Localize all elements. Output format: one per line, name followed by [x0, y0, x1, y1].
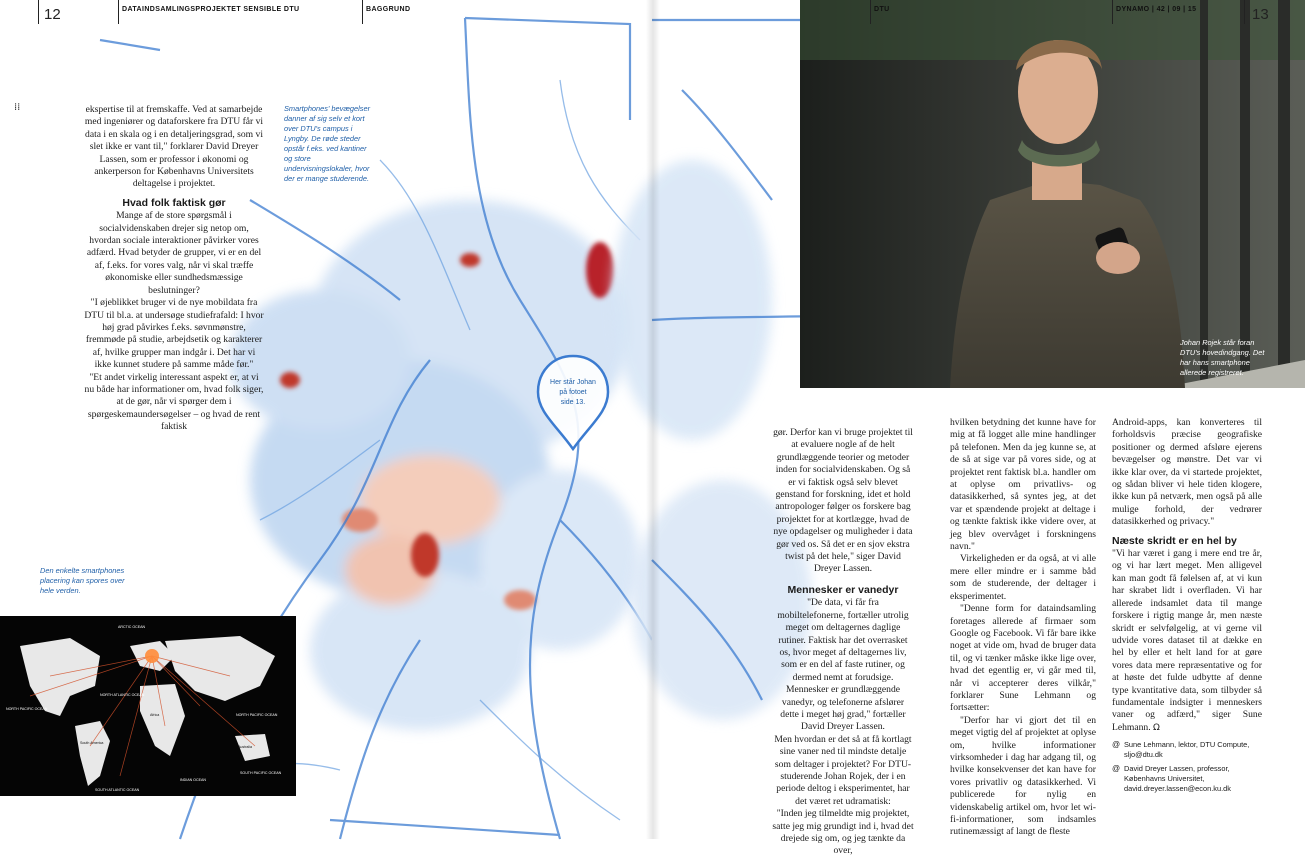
org-label: DTU	[874, 6, 890, 13]
email-icon: @	[1112, 764, 1121, 773]
header-rule	[1112, 0, 1113, 24]
issue-number: 42	[1156, 6, 1166, 13]
pin-label-line-3: side 13.	[560, 399, 586, 406]
paragraph	[1112, 548, 1262, 734]
world-label-6: SOUTH PACIFIC OCEAN	[240, 771, 282, 775]
subheading: Hvad folk faktisk gør	[122, 196, 226, 209]
paragraph: gør. Derfor kan vi bruge projektet til at evaluere nogle af de helt grundlæggende teorier og metoder inden for socialvidenskaben. Og så er vi faktisk også selv blevet genstand for forskning, idet et hold antropologer følger os forskere bag projektet for at kortlægge, hvad de nye opdagelser og muligheder i data gør ved os. Så det er en sjov ekstra twist på det hele," siger David Dreyer Lassen.	[773, 427, 913, 575]
header-rule	[38, 0, 39, 24]
paragraph: Virkeligheden er da også, at vi alle mere eller mindre er i samme båd som de studerende, der deltager i eksperimentet.	[950, 553, 1096, 602]
contact-credits	[1112, 740, 1272, 798]
photo-caption: Johan Rojek står foran DTU's hovedindgang. Det har hans smartphone allerede registreret.	[1180, 338, 1265, 377]
world-label-7: South America	[80, 741, 104, 745]
paragraph: Android-apps, kan konverteres til forholdsvis præcise geografiske positioner og dermed afsløre ejerens bevægelser og mønstre. Det var vi ikke klar over, da vi startede projektet, og sådan bliver vi hele tiden klogere, ikke kun på netværk, men også på alle mulige forhold, der vedrører datasikkerhed og privacy."	[1112, 417, 1262, 528]
pin-label-line-2: på fotoet	[559, 389, 587, 396]
end-mark-icon: Ω	[1153, 722, 1160, 733]
credit-item	[1112, 740, 1272, 760]
paragraph: "Derfor har vi gjort det til en meget vigtig del af projektet at oplyse om, hvilke informationer virksomheder i dag har adgang til, og hvilke konsekvenser det kan have for vores privatliv og datasikkerhed. Vi publicerede for nylig en videnskabelig artikel om, hvor let wi-fi-informationer, som indsamles rutinemæssigt af langt de fleste	[950, 714, 1096, 838]
paragraph: hvilken betydning det kunne have for mig at få logget alle mine handlinger på telefonen. Men da jeg kunne se, at de så at sige var på vores side, og at projektet rent faktisk bl.a. handler om at oplyse om privatlivs- og datasikkerhed, så syntes jeg, at det var et spændende projekt at deltage i og tænkte faktisk ikke videre over, at jeg blev overvåget i forskningens navn."	[950, 417, 1096, 553]
paragraph: ekspertise til at fremskaffe. Ved at samarbejde med ingeniører og dataforskere fra DTU får vi data i en skala og i en detaljeringsgrad, som vi slet ikke er vant til," forklarer David Dreyer Lassen, som er professor i økonomi og ankerperson for Københavns Universitets deltagelse i projektet.	[84, 104, 264, 190]
paragraph: "Denne form for dataindsamling foretages allerede af firmaer som Google og Facebook. Vi får bare ikke noget at vide om, hvad de bruger data til, og vi tænker måske ikke lige over, hvad det egentlig er, vi går med til, når vi accepterer deres vilkår," forklarer Sune Lehmann og fortsætter:	[950, 603, 1096, 714]
header-rule	[1244, 0, 1245, 24]
header-rule	[362, 0, 363, 24]
category-label: BAGGRUND	[366, 6, 411, 13]
world-label-4: INDIAN OCEAN	[180, 778, 206, 782]
world-label-5: NORTH PACIFIC OCEAN	[236, 713, 278, 717]
credit-item	[1112, 764, 1272, 794]
issue-info: DYNAMO | 42 | 09 | 15	[1116, 6, 1197, 13]
page-number-left: 12	[44, 6, 61, 23]
page-number-right: 13	[1252, 6, 1269, 23]
world-label-9: Australia	[238, 745, 252, 749]
world-label-8: Africa	[150, 713, 160, 717]
article-column-a	[772, 427, 914, 858]
paragraph: "I øjeblikket bruger vi de nye mobildata fra DTU til bl.a. at undersøge studiefrafald: I hvor høj grad påvirkes f.eks. søvnmønstre, fremmøde på studie, arbejdsetik og karakterer af, hvilke grupper man indgår i. Det har vi ikke kunnet studere på samme måde før."	[84, 297, 264, 371]
dotted-marker: ⁞⁞	[14, 102, 21, 113]
portrait-photo	[800, 0, 1305, 388]
issue-month: 09	[1172, 6, 1181, 13]
world-label-3: SOUTH ATLANTIC OCEAN	[95, 788, 140, 792]
header-rule	[870, 0, 871, 24]
section-title: DATAINDSAMLINGSPROJEKTET SENSIBLE DTU	[122, 6, 300, 13]
header-rule	[118, 0, 119, 24]
article-column-left	[84, 104, 264, 434]
world-label-2: NORTH ATLANTIC OCEAN	[100, 693, 145, 697]
left-page	[0, 0, 652, 839]
article-column-b	[950, 417, 1096, 839]
email-icon: @	[1112, 740, 1121, 749]
article-column-c	[1112, 417, 1262, 734]
pin-label-line-1: Her står Johan	[550, 379, 596, 386]
paragraph: Mange af de store spørgsmål i socialvidenskaben drejer sig netop om, hvordan sociale interaktioner påvirker vores adfærd. Hvad betyder de grupper, vi er en del af, f.eks. for vores valg, når vi skal træffe økonomiske eller sundhedsmæssige beslutninger?	[86, 210, 262, 296]
world-map-caption: Den enkelte smartphones placering kan spores over hele verden.	[40, 566, 125, 595]
paragraph: Men hvordan er det så at få kortlagt sine vaner ned til mindste detalje som deltager i projektet? For DTU-studerende Johan Rojek, der i en periode deltog i eksperimentet, har det været ret udramatisk:	[774, 733, 912, 807]
world-map	[0, 616, 296, 796]
paragraph: "Inden jeg tilmeldte mig projektet, satte jeg mig grundigt ind i, hvad det drejede sig om, og jeg tænkte da over,	[772, 808, 914, 857]
subheading: Næste skridt er en hel by	[1112, 534, 1237, 547]
paragraph: "Et andet virkelig interessant aspekt er, at vi nu både har informationer om, hvad folk siger, at de gør, når vi spørger dem i spørgeskemaundersøgelser – og hvad de rent faktisk	[84, 371, 264, 433]
credit-text: David Dreyer Lassen, professor, Københavns Universitet, david.dreyer.lassen@econ.ku.dk	[1124, 764, 1231, 793]
credit-text: Sune Lehmann, lektor, DTU Compute, sljo@dtu.dk	[1124, 740, 1250, 759]
magazine-name: DYNAMO	[1116, 6, 1150, 13]
world-label-1: NORTH PACIFIC OCEAN	[6, 707, 48, 711]
world-label-0: ARCTIC OCEAN	[118, 625, 146, 629]
paragraph-text: "Vi har været i gang i mere end tre år, og vi har lært meget. Men alligevel kan man godt få følelsen af, at vi kun har skrabet lidt i overfladen. Vi har allerede indsamlet data til mange forskere i rigtig mange år, men næste skridt er selvfølgelig, at vi gerne vil udvide vores dataset til at dække en hel by eller et helt land for at gøre vores data mere repræsentative og for at høste det fulde udbytte af denne type kvantitative data, som tilbyder så fundamentale indsigter i menneskers vaner og adfærd," siger Sune Lehmann.	[1112, 548, 1262, 733]
right-page	[652, 0, 1305, 857]
subheading: Mennesker er vanedyr	[787, 583, 899, 596]
spine-shadow	[646, 0, 660, 839]
paragraph: "De data, vi får fra mobiltelefonerne, fortæller utrolig meget om deltagernes daglige rutiner. Faktisk har det overrasket os, hvor meget af deltagernes liv, som er en del af faste rutiner, og dermed nemt at forudsige. Mennesker er grundlæggende vanedyr, og telefonerne afslører dette i meget høj grad," fortæller David Dreyer Lassen.	[777, 597, 909, 733]
issue-year: 15	[1187, 6, 1197, 13]
map-caption: Smartphones' bevægelser danner af sig selv et kort over DTU's campus i Lyngby. De røde steder opstår f.eks. ved kantiner og store undervisningslokaler, hvor der er mange studerende.	[284, 104, 371, 183]
